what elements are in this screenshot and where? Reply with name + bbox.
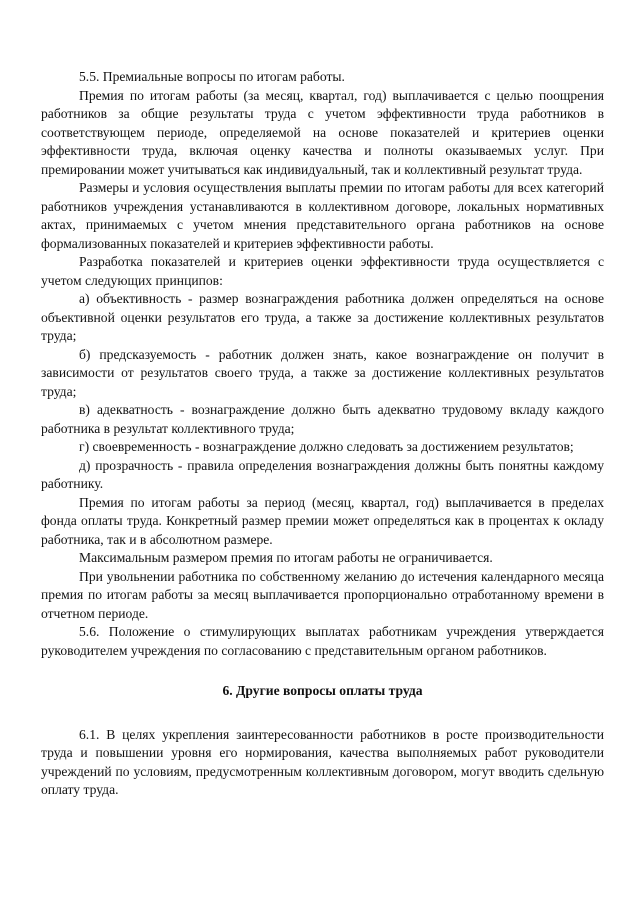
paragraph-5-5-bonus-limit: Максимальным размером премия по итогам работы не ограничивается. — [79, 550, 493, 565]
paragraph-5-5-bonus-conditions: Размеры и условия осуществления выплаты премии по итогам работы для всех категорий работников учреждения устанавливаются в коллективном договоре, локальных нормативных актах, принимаемых с учетом мнения представительного органа работников на основе формализованных показателей и критериев эффективности работы. — [41, 180, 604, 251]
paragraph-5-5-bonus-purpose: Премия по итогам работы (за месяц, квартал, год) выплачивается с целью поощрения работников за общие результаты труда с учетом эффективности труда работников в соответствующем периоде, определяемой на основе показателей и критериев оценки эффективности труда, включая оценку качества и полноты оказываемых услуг. При премировании может учитываться как индивидуальный, так и коллективный результат труда. — [41, 87, 604, 177]
paragraph-5-5-bonus-fund: Премия по итогам работы за период (месяц, квартал, год) выплачивается в пределах фонда оплаты труда. Конкретный размер премии может определяться как в процентах к окладу работника, так и в абсолютном размере. — [41, 494, 604, 547]
principle-predictability: б) предсказуемость - работник должен знать, какое вознаграждение он получит в зависимости от результатов своего труда, а также за достижение коллективных результатов труда; — [41, 346, 604, 399]
paragraph-5-5-dismissal: При увольнении работника по собственному желанию до истечения календарного месяца премия по итогам работы за месяц выплачивается пропорционально отработанному времени в отчетном периоде. — [41, 568, 604, 621]
paragraph-6-1: 6.1. В целях укрепления заинтересованности работников в росте производительности труда и повышении уровня его нормирования, качества выполняемых работ руководители учреждений по условиям, предусмотренным коллективным договором, могут вводить сдельную оплату труда. — [41, 726, 604, 797]
section-6-heading: 6. Другие вопросы оплаты труда — [222, 683, 423, 698]
principle-transparency: д) прозрачность - правила определения вознаграждения должны быть понятны каждому работнику. — [41, 457, 604, 491]
paragraph-5-5-criteria-intro: Разработка показателей и критериев оценки эффективности труда осуществляется с учетом следующих принципов: — [41, 254, 604, 288]
principle-adequacy: в) адекватность - вознаграждение должно быть адекватно трудовому вкладу каждого работника в результат коллективного труда; — [41, 402, 604, 436]
paragraph-5-6: 5.6. Положение о стимулирующих выплатах работникам учреждения утверждается руководителем учреждения по согласованию с представительным органом работников. — [41, 624, 604, 658]
principle-timeliness: г) своевременность - вознаграждение должно следовать за достижением результатов; — [79, 439, 574, 454]
document-body — [41, 68, 604, 800]
principle-objectivity: а) объективность - размер вознаграждения работника должен определяться на основе объективной оценки результатов его труда, а также за достижение коллективных результатов труда; — [41, 291, 604, 343]
spacer — [41, 701, 604, 726]
paragraph-5-5-title: 5.5. Премиальные вопросы по итогам работы. — [79, 69, 345, 84]
spacer — [41, 660, 604, 682]
